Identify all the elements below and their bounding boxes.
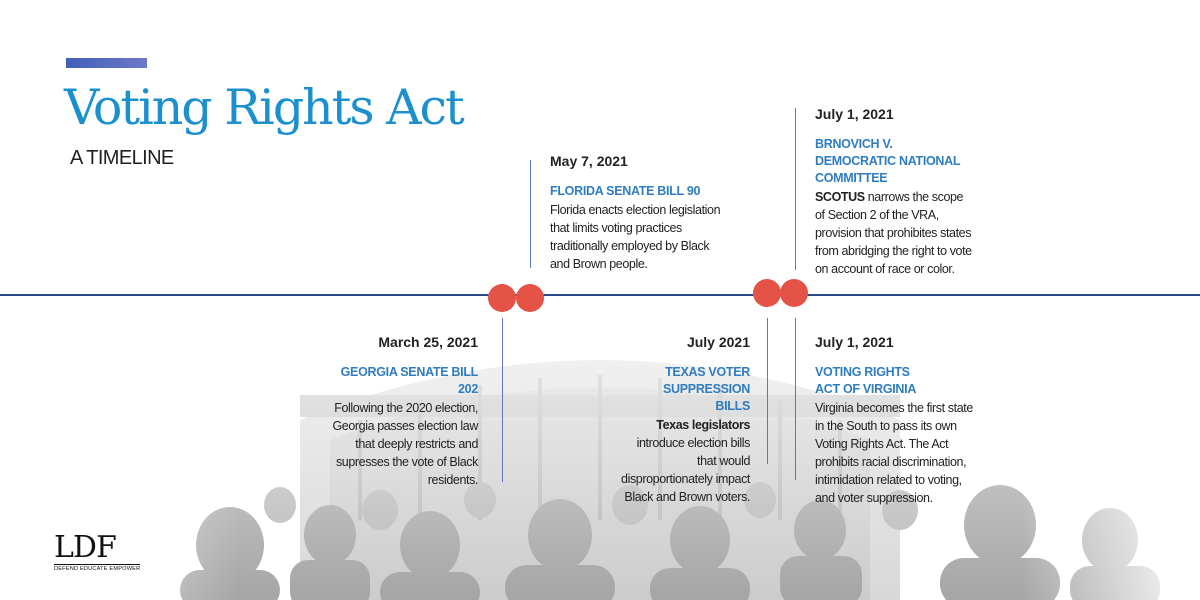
page-subtitle: A TIMELINE — [70, 147, 174, 169]
timeline-marker-may — [516, 284, 544, 312]
event-heading: TEXAS VOTER SUPPRESSION BILLS — [662, 365, 750, 413]
event-description: Following the 2020 election, Georgia passes election law that deeply restricts and supresses the vote of Black residents. — [332, 401, 478, 487]
connector-brnovich — [795, 108, 796, 270]
connector-texas — [767, 318, 768, 464]
event-date: July 1, 2021 — [815, 334, 894, 350]
timeline-marker-july-1 — [780, 279, 808, 307]
event-date: July 2021 — [686, 334, 750, 350]
page-title: Voting Rights Act — [64, 79, 463, 136]
event-florida-sb90 — [550, 153, 730, 273]
connector-virginia — [795, 318, 796, 480]
logo-mark: LDF — [54, 530, 116, 565]
connector-georgia — [502, 318, 503, 482]
timeline-axis — [0, 294, 1200, 296]
event-date: July 1, 2021 — [815, 106, 894, 122]
event-heading: VOTING RIGHTS ACT OF VIRGINIA — [815, 365, 917, 396]
event-description: Virginia becomes the first state in the South to pass its own Voting Rights Act. The Act prohibits racial discrimination, intimidation related to voting, and voter suppression. — [815, 401, 973, 505]
connector-florida — [530, 160, 531, 268]
logo-tagline: DEFEND EDUCATE EMPOWER — [54, 566, 141, 572]
event-georgia-sb202 — [328, 334, 478, 489]
timeline-marker-july-texas — [753, 279, 781, 307]
event-date: March 25, 2021 — [378, 334, 478, 350]
timeline-marker-march — [488, 284, 516, 312]
event-heading: FLORIDA SENATE BILL 90 — [550, 184, 701, 198]
event-description: Florida enacts election legislation that limits voting practices traditionally employed by Black and Brown people. — [550, 203, 721, 271]
event-description: Texas legislators introduce election bills that would disproportionately impact Black and Brown voters. — [621, 418, 750, 504]
event-date: May 7, 2021 — [550, 153, 628, 169]
ldf-logo — [54, 530, 141, 572]
event-heading: GEORGIA SENATE BILL 202 — [340, 365, 478, 396]
title-accent-bar — [66, 58, 147, 68]
event-texas-bills — [620, 334, 750, 506]
event-virginia-vra — [815, 334, 980, 507]
event-brnovich — [815, 106, 975, 278]
event-description: SCOTUS narrows the scope of Section 2 of the VRA, provision that prohibites states from abridging the right to vote on account of race or color. — [815, 190, 972, 276]
event-heading: BRNOVICH V. DEMOCRATIC NATIONAL COMMITTEE — [815, 137, 960, 185]
